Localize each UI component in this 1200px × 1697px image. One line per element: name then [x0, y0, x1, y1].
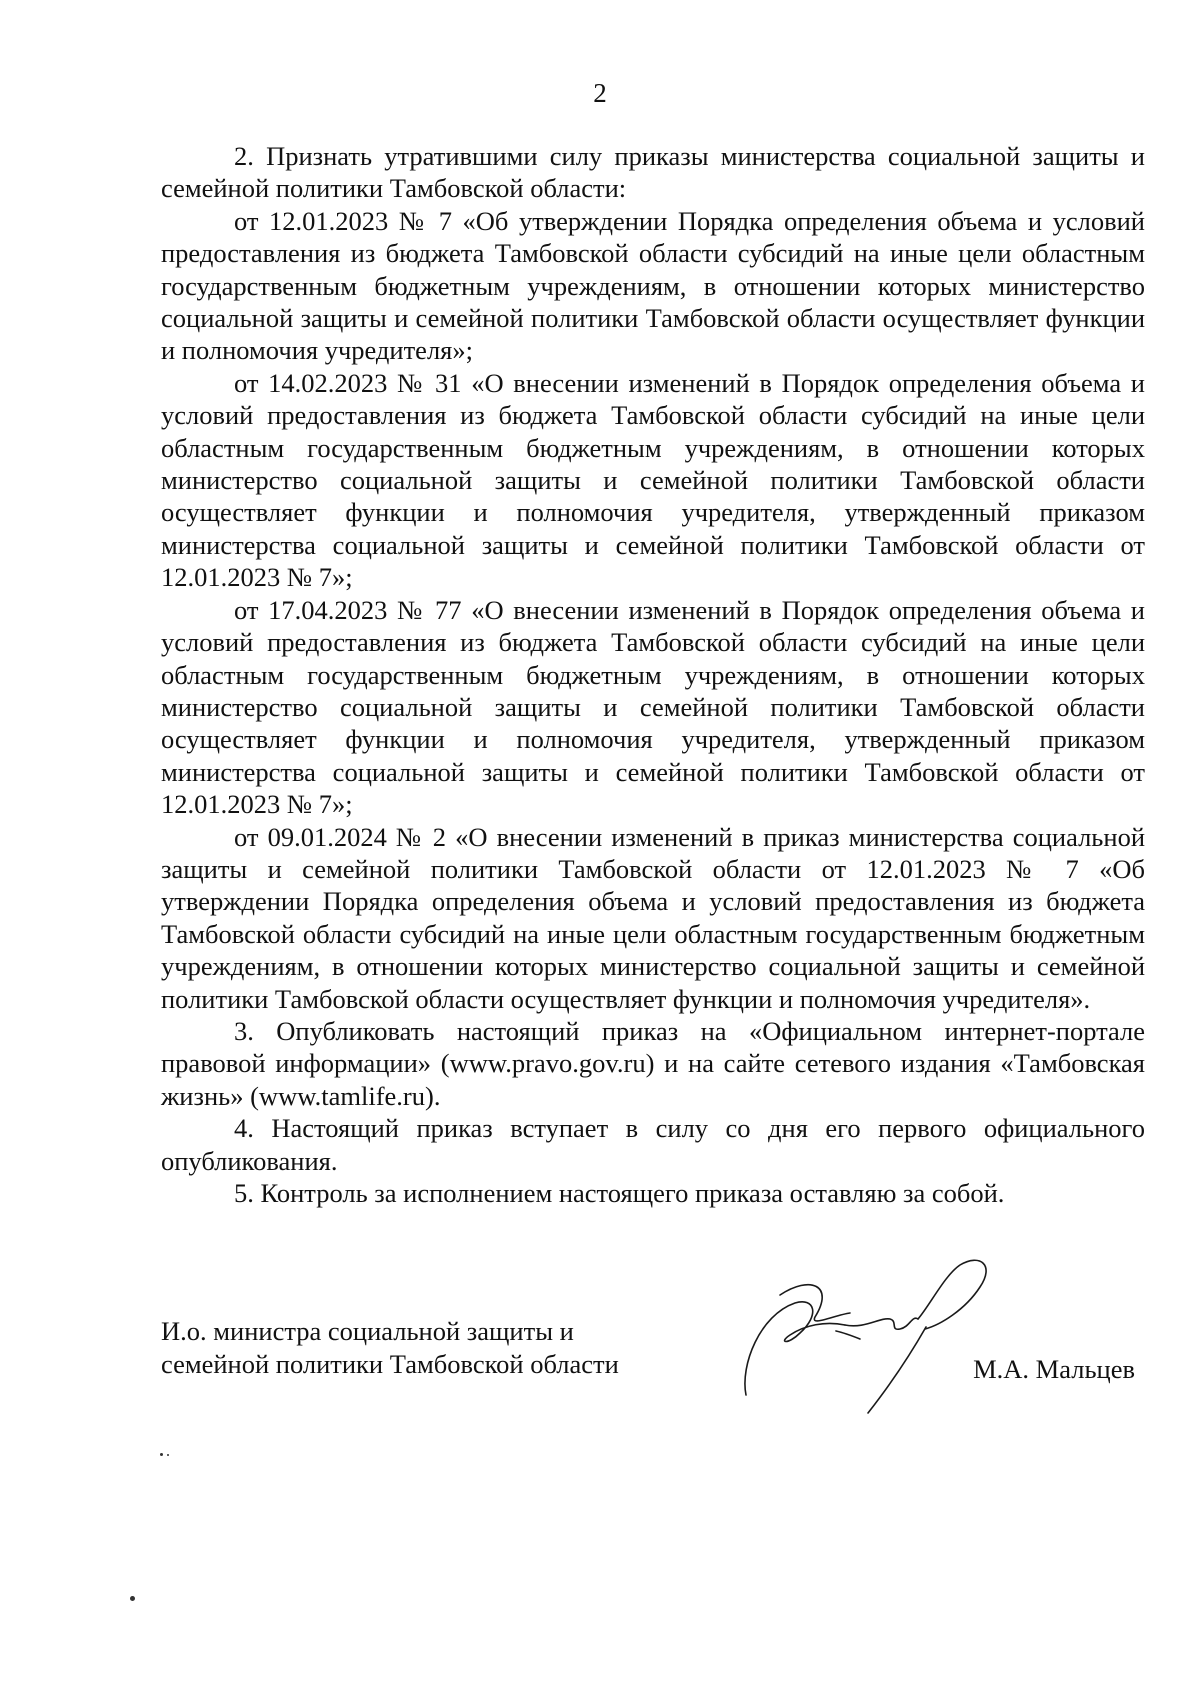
signatory-title-line-2: семейной политики Тамбовской области	[161, 1349, 619, 1379]
paragraph-order-77: от 17.04.2023 № 77 «О внесении изменений в Порядок определения объема и условий предоставления из бюджета Тамбовской области субсидий на иные цели областным государственным бюджетным учреждениям, в отношении которых министерство социальной защиты и семейной политики Тамбовской области осуществляет функции и полномочия учредителя, утвержденный приказом министерства социальной защиты и семейной политики Тамбовской области от 12.01.2023 № 7»;	[161, 594, 1145, 820]
scan-speck	[167, 1454, 169, 1456]
paragraph-order-2: от 09.01.2024 № 2 «О внесении изменений в приказ министерства социальной защиты и семейной политики Тамбовской области от 12.01.2023 № 7 «Об утверждении Порядка определения объема и условий предоставления из бюджета Тамбовской области субсидий на иные цели областным государственным бюджетным учреждениям, в отношении которых министерство социальной защиты и семейной политики Тамбовской области осуществляет функции и полномочия учредителя».	[161, 821, 1145, 1014]
paragraph-item-5: 5. Контроль за исполнением настоящего приказа оставляю за собой.	[234, 1178, 1005, 1208]
paragraph-order-31: от 14.02.2023 № 31 «О внесении изменений в Порядок определения объема и условий предоставления из бюджета Тамбовской области субсидий на иные цели областным государственным бюджетным учреждениям, в отношении которых министерство социальной защиты и семейной политики Тамбовской области осуществляет функции и полномочия учредителя, утвержденный приказом министерства социальной защиты и семейной политики Тамбовской области от 12.01.2023 № 7»;	[161, 367, 1145, 593]
document-body	[161, 140, 1145, 1209]
signatory-name: М.А. Мальцев	[973, 1354, 1135, 1384]
signatory-title	[161, 1315, 619, 1381]
paragraph-order-7: от 12.01.2023 № 7 «Об утверждении Порядка определения объема и условий предоставления из бюджета Тамбовской области субсидий на иные цели областным государственным бюджетным учреждениям, в отношении которых министерство социальной защиты и семейной политики Тамбовской области осуществляет функции и полномочия учредителя»;	[161, 205, 1145, 366]
page-number: 2	[593, 78, 607, 108]
handwritten-signature	[740, 1255, 1040, 1415]
paragraph-item-2: 2. Признать утратившими силу приказы министерства социальной защиты и семейной политики Тамбовской области:	[161, 141, 1145, 204]
paragraph-item-3: 3. Опубликовать настоящий приказ на «Официальном интернет-портале правовой информации» (www.pravo.gov.ru) и на сайте сетевого издания «Тамбовская жизнь» (www.tamlife.ru).	[161, 1015, 1145, 1111]
scan-speck	[130, 1596, 135, 1601]
signatory-title-line-1: И.о. министра социальной защиты и	[161, 1316, 574, 1346]
paragraph-item-4: 4. Настоящий приказ вступает в силу со дня его первого официального опубликования.	[161, 1113, 1145, 1176]
scan-speck	[160, 1453, 163, 1456]
